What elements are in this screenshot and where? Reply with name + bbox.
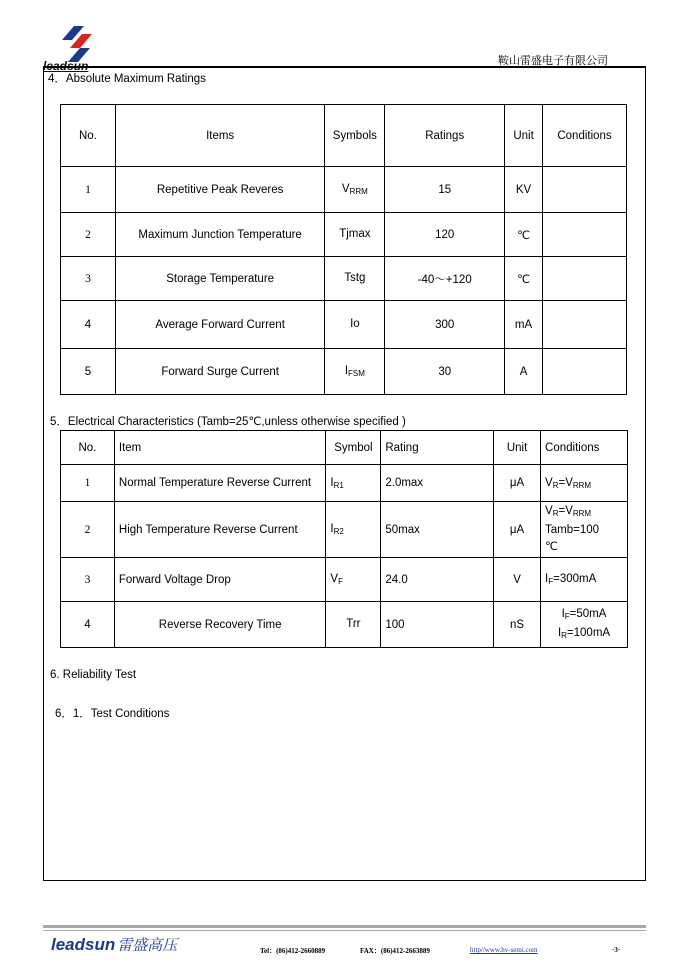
table-row (61, 213, 627, 257)
row-unit: mA (505, 301, 543, 349)
footer-logo: leadsun 雷盛高压 (51, 935, 178, 954)
company-name: 鞍山雷盛电子有限公司 (498, 55, 608, 67)
row-symbol: $I_{R2}$ (326, 502, 381, 558)
row-conditions (543, 167, 627, 213)
col-header-unit: Unit (505, 105, 543, 167)
absolute-max-ratings-table (60, 104, 627, 395)
col-header-no: No. (61, 105, 116, 167)
row-item: Maximum Junction Temperature (115, 213, 324, 257)
electrical-characteristics-table (60, 430, 628, 648)
row-rating: 50max (381, 502, 494, 558)
row-unit: nS (494, 602, 541, 648)
row-rating: 30 (385, 349, 505, 395)
page-number: ·3· (612, 946, 621, 954)
table-row (61, 167, 627, 213)
section-6-title: 6. Reliability Test (50, 669, 137, 681)
row-no: 3 (61, 257, 116, 301)
row-rating: -40～+120 (385, 257, 505, 301)
row-unit: μA (494, 465, 541, 502)
table-row (61, 602, 628, 648)
row-item: Repetitive Peak Reveres (115, 167, 324, 213)
row-symbol: $V_{RRM}$ (325, 167, 385, 213)
row-rating: 300 (385, 301, 505, 349)
logo-wordmark: leadsun (43, 59, 89, 73)
row-item: Forward Surge Current (115, 349, 324, 395)
row-item: Average Forward Current (115, 301, 324, 349)
table-header-row (61, 431, 628, 465)
row-rating: 100 (381, 602, 494, 648)
row-no: 4 (61, 602, 115, 648)
section-5-title: 5．Electrical Characteristics (Tamb=25℃,unless otherwise specified ) (50, 416, 406, 428)
row-symbol: $I_{R1}$ (326, 465, 381, 502)
col-header-conditions: Conditions (541, 431, 628, 465)
col-header-ratings: Ratings (385, 105, 505, 167)
row-no: 5 (61, 349, 116, 395)
row-no: 2 (61, 213, 116, 257)
row-unit: V (494, 558, 541, 602)
row-unit: KV (505, 167, 543, 213)
row-item: Forward Voltage Drop (114, 558, 326, 602)
table-header-row (61, 105, 627, 167)
row-item: Normal Temperature Reverse Current (114, 465, 326, 502)
section-6-1-title: 6．1．Test Conditions (55, 708, 170, 720)
col-header-symbols: Symbols (325, 105, 385, 167)
row-rating: 120 (385, 213, 505, 257)
row-conditions (543, 301, 627, 349)
row-item: Storage Temperature (115, 257, 324, 301)
row-no: 1 (61, 167, 116, 213)
table-row (61, 558, 628, 602)
row-conditions (543, 213, 627, 257)
footer-fax: FAX：(86)412-2663889 (360, 947, 430, 955)
col-header-item: Item (114, 431, 326, 465)
row-unit: μA (494, 502, 541, 558)
company-logo-icon (58, 24, 96, 64)
row-rating: 2.0max (381, 465, 494, 502)
row-conditions: $I_F=50mA$ $I_R=100mA$ (541, 602, 628, 648)
row-unit: A (505, 349, 543, 395)
row-symbol: Tstg (325, 257, 385, 301)
row-conditions: $V_R=V_{RRM}$ (541, 465, 628, 502)
row-unit: ℃ (505, 213, 543, 257)
table-row (61, 465, 628, 502)
row-no: 4 (61, 301, 116, 349)
col-header-rating: Rating (381, 431, 494, 465)
table-row (61, 301, 627, 349)
table-row (61, 257, 627, 301)
row-unit: ℃ (505, 257, 543, 301)
row-symbol: Io (325, 301, 385, 349)
table-row (61, 502, 628, 558)
row-no: 1 (61, 465, 115, 502)
footer-rule (43, 925, 646, 928)
row-item: Reverse Recovery Time (114, 602, 326, 648)
col-header-items: Items (115, 105, 324, 167)
row-symbol: $V_F$ (326, 558, 381, 602)
table-row (61, 349, 627, 395)
row-conditions: $V_R=V_{RRM}$ Tamb=100 ℃ (541, 502, 628, 558)
footer-tel: Tel：(86)412-2660889 (260, 947, 326, 955)
col-header-unit: Unit (494, 431, 541, 465)
row-conditions (543, 349, 627, 395)
row-rating: 15 (385, 167, 505, 213)
row-symbol: Tjmax (325, 213, 385, 257)
row-symbol: $I_{FSM}$ (325, 349, 385, 395)
col-header-conditions: Conditions (543, 105, 627, 167)
footer-website-link[interactable]: http//www.hv-semi.com (470, 946, 538, 954)
row-no: 3 (61, 558, 115, 602)
row-no: 2 (61, 502, 115, 558)
col-header-symbol: Symbol (326, 431, 381, 465)
col-header-no: No. (61, 431, 115, 465)
row-rating: 24.0 (381, 558, 494, 602)
section-4-title: 4．Absolute Maximum Ratings (48, 73, 206, 85)
row-item: High Temperature Reverse Current (114, 502, 326, 558)
row-symbol: Trr (326, 602, 381, 648)
row-conditions: $I_F=300mA$ (541, 558, 628, 602)
footer-rule-thin (43, 930, 646, 931)
row-conditions (543, 257, 627, 301)
